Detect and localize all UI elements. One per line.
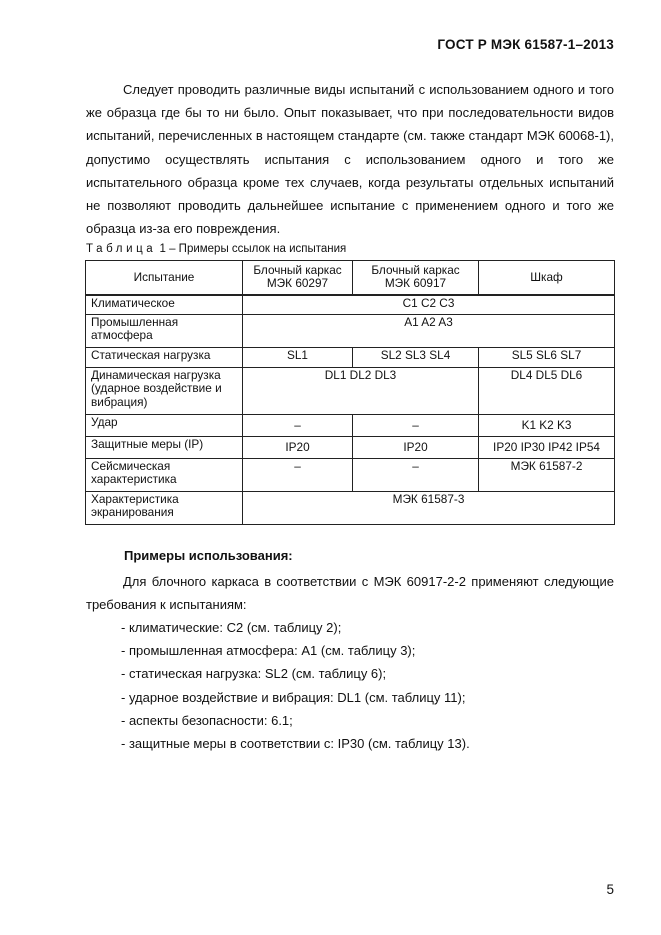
requirements-list (121, 616, 470, 755)
header-rack-60917: Блочный каркас МЭК 60917 (353, 261, 479, 295)
row-label: Промышленная атмосфера (86, 315, 243, 348)
row-value: – (243, 415, 353, 437)
list-item: - промышленная атмосфера: A1 (см. таблицу 3); (121, 643, 416, 659)
page-number: 5 (606, 882, 614, 897)
examples-title: Примеры использования: (124, 548, 293, 563)
table-caption-label: Таблица (86, 243, 157, 255)
row-value: DL4 DL5 DL6 (479, 368, 615, 415)
header-cabinet: Шкаф (479, 261, 615, 295)
table-row (86, 348, 615, 368)
list-item: - защитные меры в соответствии с: IP30 (см. таблицу 13). (121, 736, 470, 752)
row-value: – (243, 459, 353, 492)
row-label: Защитные меры (IP) (86, 437, 243, 459)
table-caption (86, 243, 346, 255)
row-value: МЭК 61587-2 (479, 459, 615, 492)
table-row (86, 315, 615, 348)
row-value: IP20 IP30 IP42 IP54 (479, 437, 615, 459)
list-item: - ударное воздействие и вибрация: DL1 (см. таблицу 11); (121, 689, 466, 705)
row-value: SL1 (243, 348, 353, 368)
row-label: Статическая нагрузка (86, 348, 243, 368)
header-test: Испытание (86, 261, 243, 295)
row-value: A1 A2 A3 (243, 315, 615, 348)
row-value: DL1 DL2 DL3 (243, 368, 479, 415)
row-label: Удар (86, 415, 243, 437)
table-header-row (86, 261, 615, 295)
table-row (86, 437, 615, 459)
row-value: – (353, 415, 479, 437)
examples-lead (86, 570, 614, 616)
header-rack-60297: Блочный каркас МЭК 60297 (243, 261, 353, 295)
row-value: K1 K2 K3 (479, 415, 615, 437)
table-row (86, 492, 615, 525)
table-row (86, 459, 615, 492)
row-value: C1 C2 C3 (243, 295, 615, 315)
tests-table (85, 260, 615, 525)
list-item: - статическая нагрузка: SL2 (см. таблицу 6); (121, 666, 387, 682)
row-label: Характеристика экранирования (86, 492, 243, 525)
row-value: IP20 (353, 437, 479, 459)
row-label: Динамическая нагрузка (ударное воздействие и вибрация) (86, 368, 243, 415)
document-header: ГОСТ Р МЭК 61587-1–2013 (437, 37, 614, 52)
row-value: МЭК 61587-3 (243, 492, 615, 525)
table-row (86, 368, 615, 415)
row-label: Климатическое (86, 295, 243, 315)
row-value: SL2 SL3 SL4 (353, 348, 479, 368)
table-row (86, 295, 615, 315)
row-value: IP20 (243, 437, 353, 459)
examples-lead-text: Для блочного каркаса в соответствии с МЭК 60917-2-2 применяют следующие требования к испытаниям: (86, 574, 614, 613)
table-row (86, 415, 615, 437)
intro-paragraph: Следует проводить различные виды испытаний с использованием одного и того же образца где бы то ни было. Опыт показывает, что при последовательности видов испытаний, перечисленных в настоящем стандарте (см. также стандарт МЭК 60068-1), допустимо осуществлять испытания с использованием одного и того же испытательного образца кроме тех случаев, когда результаты отдельных испытаний не позволяют проводить дальнейшее испытание с применением одного и того же образца из-за его повреждения. (86, 82, 614, 237)
row-label: Сейсмическая характеристика (86, 459, 243, 492)
row-value: SL5 SL6 SL7 (479, 348, 615, 368)
row-value: – (353, 459, 479, 492)
list-item: - аспекты безопасности: 6.1; (121, 712, 293, 728)
table-caption-text: 1 – Примеры ссылок на испытания (156, 243, 347, 255)
list-item: - климатические: C2 (см. таблицу 2); (121, 620, 342, 635)
